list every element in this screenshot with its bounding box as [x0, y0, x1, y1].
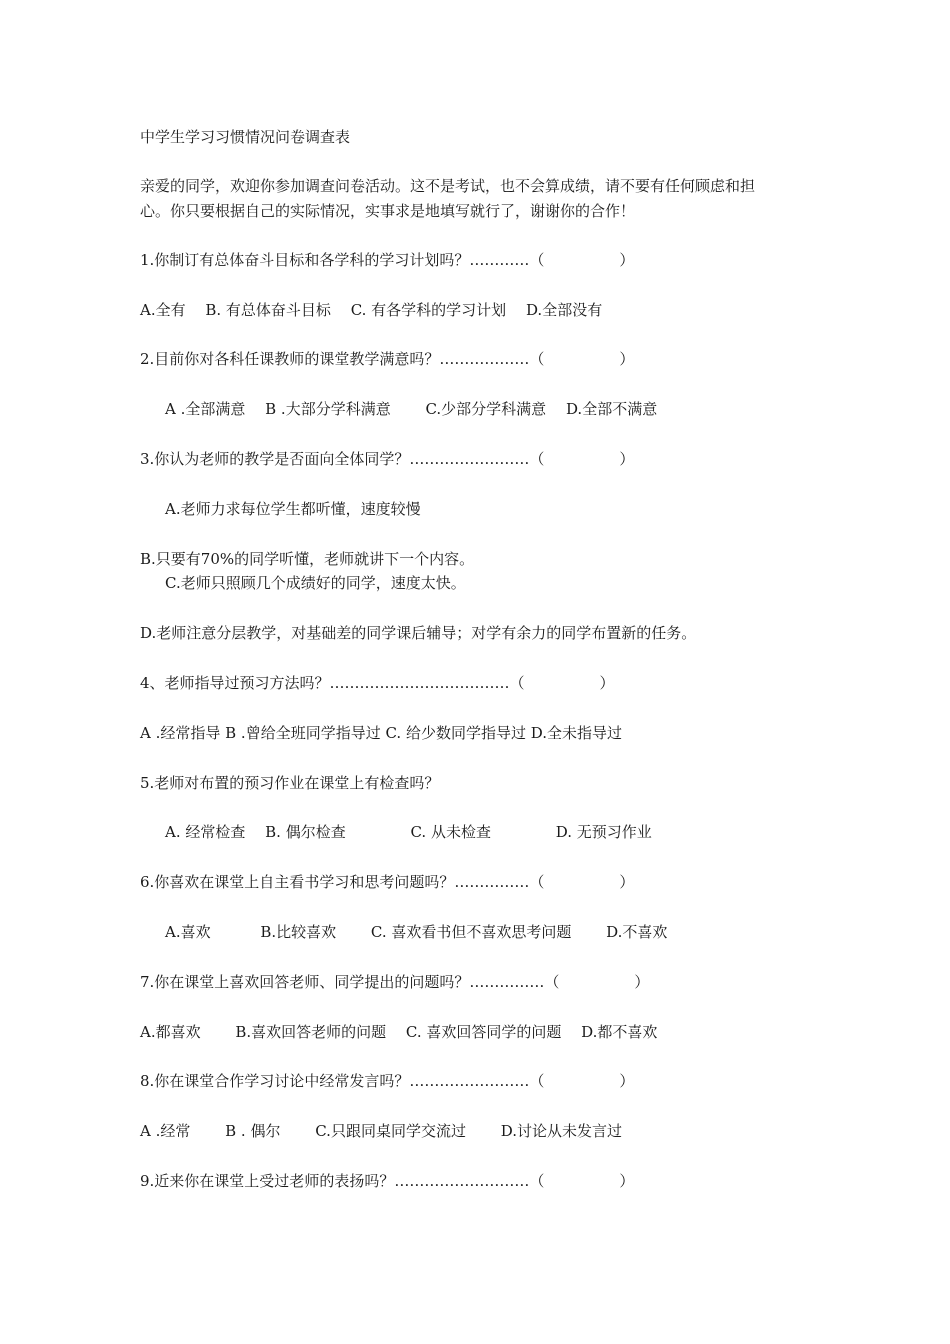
- question-3-option-a: A.老师力求每位学生都听懂，速度较慢: [165, 500, 421, 518]
- question-3-option-b: B.只要有70%的同学听懂，老师就讲下一个内容。: [140, 550, 475, 568]
- question-2-options: A .全部满意 B .大部分学科满意 C.少部分学科满意 D.全部不满意: [165, 400, 658, 418]
- document-title: 中学生学习习惯情况问卷调查表: [140, 128, 351, 146]
- question-7: 7.你在课堂上喜欢回答老师、同学提出的问题吗？……………（ ）: [140, 973, 650, 991]
- question-3-option-c: C.老师只照顾几个成绩好的同学，速度太快。: [165, 574, 466, 592]
- question-8: 8.你在课堂合作学习讨论中经常发言吗？……………………（ ）: [140, 1072, 635, 1090]
- question-8-options: A .经常 B . 偶尔 C.只跟同桌同学交流过 D.讨论从未发言过: [140, 1122, 622, 1140]
- question-6: 6.你喜欢在课堂上自主看书学习和思考问题吗？……………（ ）: [140, 873, 635, 891]
- intro-line-1: 亲爱的同学，欢迎你参加调查问卷活动。这不是考试，也不会算成绩，请不要有任何顾虑和担: [140, 177, 756, 195]
- question-2: 2.目前你对各科任课教师的课堂教学满意吗？………………（ ）: [140, 350, 635, 368]
- question-9: 9.近来你在课堂上受过老师的表扬吗？………………………（ ）: [140, 1172, 635, 1190]
- question-6-options: A.喜欢 B.比较喜欢 C. 喜欢看书但不喜欢思考问题 D.不喜欢: [165, 923, 668, 941]
- question-3-option-d: D.老师注意分层教学，对基础差的同学课后辅导；对学有余力的同学布置新的任务。: [140, 624, 697, 642]
- intro-line-2: 心。你只要根据自己的实际情况，实事求是地填写就行了，谢谢你的合作！: [140, 202, 636, 220]
- question-4: 4、老师指导过预习方法吗？………………………………（ ）: [140, 674, 615, 692]
- question-1-options: A.全有 B. 有总体奋斗目标 C. 有各学科的学习计划 D.全部没有: [140, 301, 603, 319]
- question-1: 1.你制订有总体奋斗目标和各学科的学习计划吗？…………（ ）: [140, 251, 635, 269]
- question-5-options: A. 经常检查 B. 偶尔检查 C. 从未检查 D. 无预习作业: [165, 823, 652, 841]
- question-5: 5.老师对布置的预习作业在课堂上有检查吗？: [140, 774, 440, 792]
- question-3: 3.你认为老师的教学是否面向全体同学？……………………（ ）: [140, 450, 635, 468]
- question-4-options: A .经常指导 B .曾给全班同学指导过 C. 给少数同学指导过 D.全未指导过: [140, 724, 622, 742]
- question-7-options: A.都喜欢 B.喜欢回答老师的问题 C. 喜欢回答同学的问题 D.都不喜欢: [140, 1023, 658, 1041]
